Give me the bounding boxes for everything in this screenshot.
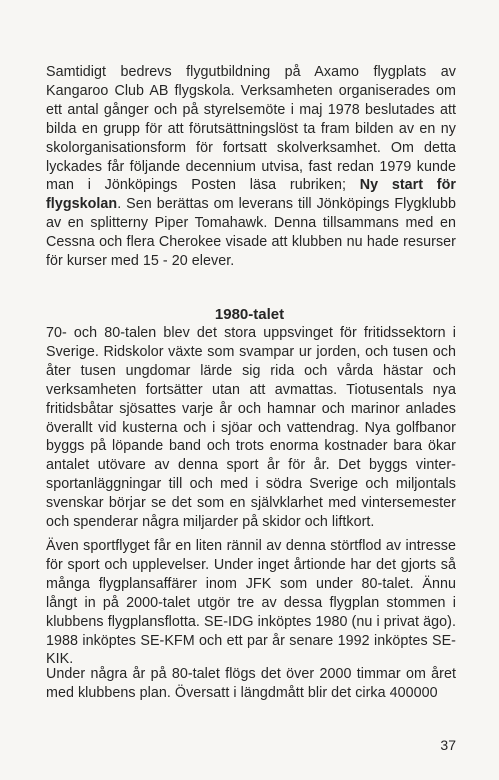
newspaper-headline: Ny start för flygskolan: [46, 177, 456, 213]
paragraph-text-before-headline: Samtidigt bedrevs flygutbildning på Axamo flygplats av Kangaroo Club AB flygskola. Verksamheten organiserades om ett antal gånger och på styrelsemöte i maj 1978 beslutades att bilda en grupp för att förutsättningslöst ta fram bilden av en ny skolorganisationsform för fortsatt skolverksamhet. Om detta lyckades får följande decennium utvisa, fast redan 1979 kunde man i Jönköpings Posten läsa rubriken;: [46, 64, 456, 194]
paragraph-leisure-boom: 70- och 80-talen blev det stora uppsvinget för fritidssektorn i Sverige. Ridskolor växte som svampar ur jorden, och tusen och åter tusen ungdomar lärde sig rida och vårda hästar och verksamheten fortsätter utan att avmattas. Tiotusentals nya fritidsbåtar sjösattes varje år och hamnar och marinor anlades överallt vid kusterna och i sjöar och vattendrag. Nya golfbanor byggs på löpande band och trots enorma kostnader bara ökar antalet utövare av denna sport år för år. Det byggs vinter-sportanläggningar till och med i södra Sverige och miljontals svenskar börjar se det som en självklarhet med vintersemester och spenderar några miljarder på skidor och liftkort.: [46, 325, 456, 531]
section-heading-1980s: 1980-talet: [214, 306, 285, 323]
paragraph-flight-hours: Under några år på 80-talet flögs det över 2000 timmar om året med klubbens plan. Översatt i längdmått blir det cirka 400000: [46, 666, 456, 701]
paragraph-sport-aviation: Även sportflyget får en liten rännil av denna störtflod av intresse för sport och upplevelser. Under inget årtionde har det gjorts så många flygplansaffärer inom JFK som under 80-talet. Ännu långt in på 2000-talet utgör tre av dessa flygplan stommen i klubbens flygplansflotta. SE-IDG inköptes 1980 (nu i privat ägo). 1988 inköptes SE-KFM och ett par år senare 1992 inköptes SE-KIK.: [46, 538, 456, 668]
paragraph-text-after-headline: . Sen berättas om leverans till Jönköpings Flygklubb av en splitterny Piper Tomahawk. Denna tillsammans med en Cessna och flera Cherokee visade att klubben nu hade resurser för kurser med 15 - 20 elever.: [46, 196, 456, 270]
paragraph-axamo-flight-school: [46, 63, 456, 271]
page-number: 37: [440, 737, 456, 753]
